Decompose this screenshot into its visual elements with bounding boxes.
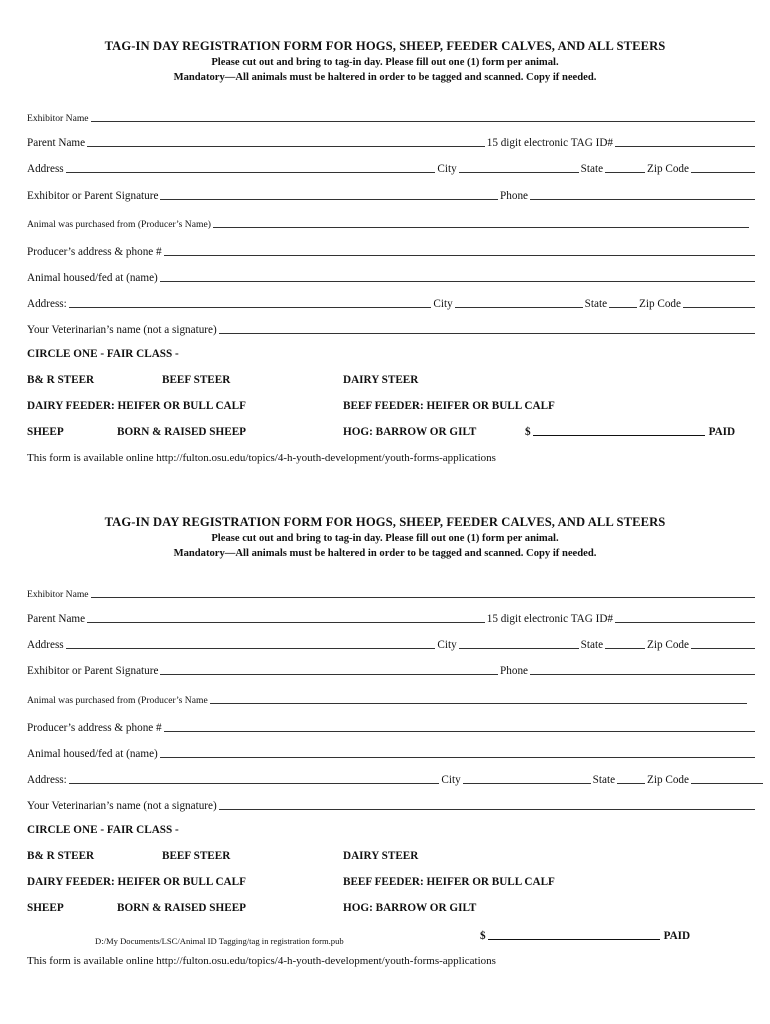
zip-field[interactable] <box>691 172 755 173</box>
state-label: State <box>580 163 604 175</box>
exhibitor-name-label: Exhibitor Name <box>27 589 89 600</box>
housed-state-field[interactable] <box>609 307 637 308</box>
class-beef-feeder[interactable]: BEEF FEEDER: HEIFER OR BULL CALF <box>343 400 555 412</box>
class-dairy-steer[interactable]: DAIRY STEER <box>343 374 419 386</box>
online-availability-note: This form is available online http://fulton.osu.edu/topics/4-h-youth-development/youth-forms-applications <box>27 452 496 464</box>
exhibitor-name-field[interactable] <box>91 597 755 598</box>
housed-city-label: City <box>441 774 461 786</box>
paid-label: PAID <box>708 426 736 438</box>
address-field[interactable] <box>66 172 436 173</box>
housed-at-row <box>27 745 757 760</box>
housed-at-label: Animal housed/fed at (name) <box>27 272 158 284</box>
class-beef-steer[interactable]: BEEF STEER <box>162 850 231 862</box>
phone-field[interactable] <box>530 674 755 675</box>
signature-row <box>27 662 757 677</box>
class-br-steer[interactable]: B& R STEER <box>27 850 95 862</box>
class-dairy-feeder[interactable]: DAIRY FEEDER: HEIFER OR BULL CALF <box>27 876 246 888</box>
class-hog[interactable]: HOG: BARROW OR GILT <box>343 426 477 438</box>
class-sheep[interactable]: SHEEP <box>27 902 64 914</box>
purchased-from-field[interactable] <box>213 227 749 228</box>
tag-id-label: 15 digit electronic TAG ID# <box>486 613 613 625</box>
housed-state-label: State <box>584 298 608 310</box>
form-title: TAG-IN DAY REGISTRATION FORM FOR HOGS, SHEEP, FEEDER CALVES, AND ALL STEERS <box>104 39 666 53</box>
circle-one-heading: CIRCLE ONE - FAIR CLASS - <box>27 824 179 836</box>
purchased-from-label: Animal was purchased from (Producer’s Name <box>27 695 208 706</box>
producer-address-row <box>27 719 757 734</box>
payment-amount-field[interactable] <box>488 939 660 940</box>
class-hog[interactable]: HOG: BARROW OR GILT <box>343 902 477 914</box>
housed-state-field[interactable] <box>617 783 645 784</box>
class-br-steer[interactable]: B& R STEER <box>27 374 95 386</box>
housed-zip-label: Zip Code <box>647 774 689 786</box>
housed-at-label: Animal housed/fed at (name) <box>27 748 158 760</box>
class-beef-steer[interactable]: BEEF STEER <box>162 374 231 386</box>
housed-address-field[interactable] <box>69 307 432 308</box>
purchased-from-field[interactable] <box>210 703 747 704</box>
housed-city-field[interactable] <box>455 307 583 308</box>
address-label: Address <box>27 639 64 651</box>
city-label: City <box>437 639 457 651</box>
dollar-sign: $ <box>480 930 486 942</box>
housed-state-label: State <box>592 774 616 786</box>
housed-city-field[interactable] <box>463 783 591 784</box>
paid-label: PAID <box>663 930 691 942</box>
state-label: State <box>580 639 604 651</box>
city-field[interactable] <box>459 172 579 173</box>
tag-id-field[interactable] <box>615 622 755 623</box>
city-field[interactable] <box>459 648 579 649</box>
purchased-from-row <box>27 691 757 706</box>
tag-id-label: 15 digit electronic TAG ID# <box>486 137 613 149</box>
state-field[interactable] <box>605 172 645 173</box>
zip-label: Zip Code <box>647 639 689 651</box>
form-mandatory-note: Mandatory—All animals must be haltered in order to be tagged and scanned. Copy if needed. <box>173 548 597 559</box>
parent-name-field[interactable] <box>87 622 485 623</box>
phone-field[interactable] <box>530 199 755 200</box>
address-row <box>27 160 757 175</box>
producer-address-row <box>27 243 757 258</box>
housed-address-label: Address: <box>27 298 67 310</box>
payment-row <box>480 930 690 942</box>
housed-address-field[interactable] <box>69 783 440 784</box>
vet-field[interactable] <box>219 809 755 810</box>
exhibitor-name-label: Exhibitor Name <box>27 113 89 124</box>
state-field[interactable] <box>605 648 645 649</box>
housed-address-row <box>27 771 765 786</box>
housed-address-row <box>27 295 757 310</box>
class-br-sheep[interactable]: BORN & RAISED SHEEP <box>117 426 246 438</box>
form-instructions: Please cut out and bring to tag-in day. Please fill out one (1) form per animal. <box>211 57 559 68</box>
address-label: Address <box>27 163 64 175</box>
vet-field[interactable] <box>219 333 755 334</box>
class-sheep[interactable]: SHEEP <box>27 426 64 438</box>
signature-label: Exhibitor or Parent Signature <box>27 665 159 677</box>
registration-form-1 <box>0 0 770 476</box>
producer-address-label: Producer’s address & phone # <box>27 246 162 258</box>
parent-name-row <box>27 610 757 625</box>
parent-name-label: Parent Name <box>27 613 86 625</box>
housed-at-row <box>27 269 757 284</box>
producer-address-field[interactable] <box>164 731 755 732</box>
zip-field[interactable] <box>691 648 755 649</box>
form-title: TAG-IN DAY REGISTRATION FORM FOR HOGS, SHEEP, FEEDER CALVES, AND ALL STEERS <box>104 515 666 529</box>
housed-at-field[interactable] <box>160 281 755 282</box>
producer-address-label: Producer’s address & phone # <box>27 722 162 734</box>
housed-zip-field[interactable] <box>683 307 755 308</box>
exhibitor-name-field[interactable] <box>91 121 755 122</box>
circle-one-heading: CIRCLE ONE - FAIR CLASS - <box>27 348 179 360</box>
housed-city-label: City <box>433 298 453 310</box>
payment-amount-field[interactable] <box>533 435 705 436</box>
housed-at-field[interactable] <box>160 757 755 758</box>
purchased-from-row <box>27 215 757 230</box>
exhibitor-name-row <box>27 109 757 124</box>
tag-id-field[interactable] <box>615 146 755 147</box>
purchased-from-label: Animal was purchased from (Producer’s Name) <box>27 219 211 230</box>
online-availability-note: This form is available online http://fulton.osu.edu/topics/4-h-youth-development/youth-forms-applications <box>27 955 496 967</box>
producer-address-field[interactable] <box>164 255 755 256</box>
city-label: City <box>437 163 457 175</box>
housed-address-label: Address: <box>27 774 67 786</box>
vet-label: Your Veterinarian’s name (not a signature) <box>27 800 217 812</box>
form-mandatory-note: Mandatory—All animals must be haltered in order to be tagged and scanned. Copy if needed. <box>173 72 597 83</box>
housed-zip-label: Zip Code <box>639 298 681 310</box>
form-instructions: Please cut out and bring to tag-in day. Please fill out one (1) form per animal. <box>211 533 559 544</box>
exhibitor-name-row <box>27 585 757 600</box>
phone-label: Phone <box>500 665 528 677</box>
signature-field[interactable] <box>160 674 498 675</box>
address-row <box>27 636 757 651</box>
parent-name-field[interactable] <box>87 146 485 147</box>
dollar-sign: $ <box>525 426 531 438</box>
registration-form-2 <box>0 476 770 967</box>
parent-name-label: Parent Name <box>27 137 86 149</box>
signature-row <box>27 187 757 202</box>
vet-row <box>27 797 757 812</box>
address-field[interactable] <box>66 648 436 649</box>
payment-row <box>525 426 735 438</box>
parent-name-row <box>27 134 757 149</box>
housed-zip-field[interactable] <box>691 783 763 784</box>
class-br-sheep[interactable]: BORN & RAISED SHEEP <box>117 902 246 914</box>
class-beef-feeder[interactable]: BEEF FEEDER: HEIFER OR BULL CALF <box>343 876 555 888</box>
signature-label: Exhibitor or Parent Signature <box>27 190 159 202</box>
class-dairy-feeder[interactable]: DAIRY FEEDER: HEIFER OR BULL CALF <box>27 400 246 412</box>
file-path-note: D:/My Documents/LSC/Animal ID Tagging/tag in registration form.pub <box>95 936 344 946</box>
vet-row <box>27 321 757 336</box>
class-dairy-steer[interactable]: DAIRY STEER <box>343 850 419 862</box>
vet-label: Your Veterinarian’s name (not a signature) <box>27 324 217 336</box>
signature-field[interactable] <box>160 199 498 200</box>
phone-label: Phone <box>500 190 528 202</box>
zip-label: Zip Code <box>647 163 689 175</box>
